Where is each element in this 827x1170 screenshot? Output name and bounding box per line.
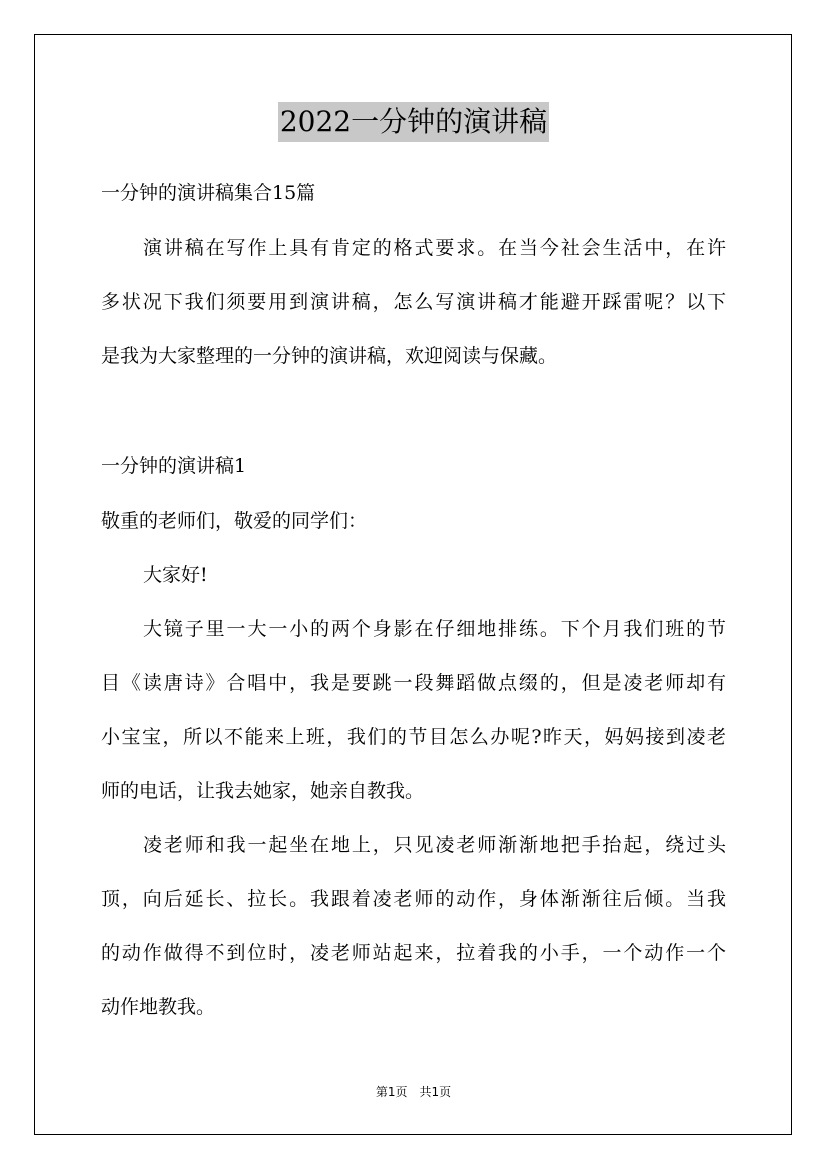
greeting: 大家好! [143, 564, 208, 586]
paragraph-line: 凌老师和我一起坐在地上，只见凌老师渐渐地把手抬起，绕过头 [143, 834, 726, 856]
paragraph-line: 顶，向后延长、拉长。我跟着凌老师的动作，身体渐渐往后倾。当我 [101, 888, 726, 910]
intro-line: 是我为大家整理的一分钟的演讲稿，欢迎阅读与保藏。 [101, 345, 558, 367]
paragraph-line: 大镜子里一大一小的两个身影在仔细地排练。下个月我们班的节 [143, 618, 726, 640]
paragraph-line: 的动作做得不到位时，凌老师站起来，拉着我的小手，一个动作一个 [101, 942, 726, 964]
intro-line: 演讲稿在写作上具有肯定的格式要求。在当今社会生活中，在许 [143, 237, 726, 259]
intro-line: 多状况下我们须要用到演讲稿，怎么写演讲稿才能避开踩雷呢？以下 [101, 291, 726, 313]
section-heading: 一分钟的演讲稿1 [101, 455, 247, 477]
paragraph-line: 目《读唐诗》合唱中，我是要跳一段舞蹈做点缀的，但是凌老师却有 [101, 672, 726, 694]
paragraph-line: 动作地教我。 [101, 996, 216, 1018]
title-container [0, 102, 827, 142]
paragraph-line: 师的电话，让我去她家，她亲自教我。 [101, 780, 425, 802]
paragraph-line: 小宝宝，所以不能来上班，我们的节目怎么办呢?昨天，妈妈接到凌老 [101, 726, 726, 748]
document-title: 2022一分钟的演讲稿 [278, 102, 549, 142]
document-subtitle: 一分钟的演讲稿集合15篇 [101, 182, 316, 204]
salutation: 敬重的老师们，敬爱的同学们： [101, 510, 368, 532]
page-number: 第1页 共1页 [375, 1085, 452, 1099]
